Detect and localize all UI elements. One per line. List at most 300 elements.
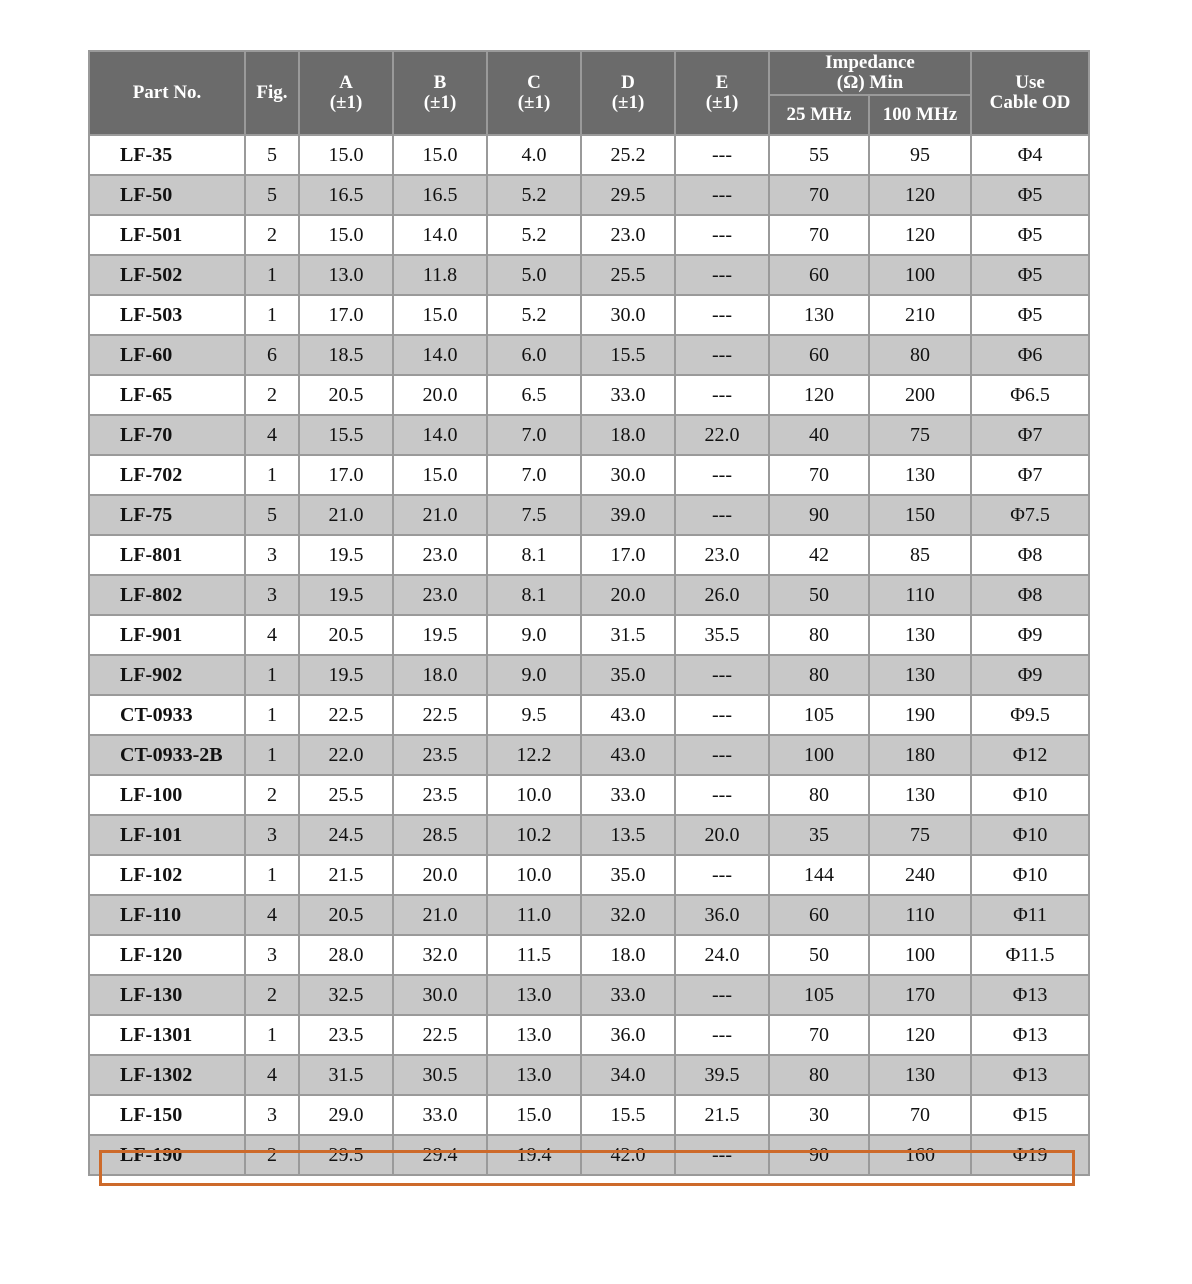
cell-b: 20.0 [393,855,487,895]
cell-fig: 3 [245,1095,299,1135]
cell-fig: 3 [245,935,299,975]
cell-c: 5.2 [487,215,581,255]
cell-impedance-100mhz: 110 [869,575,971,615]
cell-part-no: LF-100 [89,775,245,815]
cell-e: --- [675,1015,769,1055]
cell-b: 14.0 [393,215,487,255]
cell-b: 18.0 [393,655,487,695]
cell-part-no: LF-65 [89,375,245,415]
cell-a: 17.0 [299,455,393,495]
cell-d: 36.0 [581,1015,675,1055]
cell-b: 15.0 [393,455,487,495]
cell-b: 11.8 [393,255,487,295]
cell-fig: 1 [245,295,299,335]
cell-cable-od: Φ13 [971,975,1089,1015]
cell-impedance-25mhz: 70 [769,455,869,495]
cell-b: 21.0 [393,495,487,535]
cell-e: --- [675,335,769,375]
cell-part-no: CT-0933-2B [89,735,245,775]
cell-d: 34.0 [581,1055,675,1095]
cell-c: 11.5 [487,935,581,975]
cell-e: --- [675,455,769,495]
cell-impedance-100mhz: 150 [869,495,971,535]
cell-a: 25.5 [299,775,393,815]
table-row [89,695,1089,735]
cell-part-no: LF-70 [89,415,245,455]
table-row [89,615,1089,655]
cell-part-no: LF-120 [89,935,245,975]
cell-d: 35.0 [581,655,675,695]
cell-a: 20.5 [299,615,393,655]
cell-impedance-100mhz: 210 [869,295,971,335]
cell-b: 22.5 [393,695,487,735]
cell-d: 43.0 [581,695,675,735]
cell-cable-od: Φ7 [971,455,1089,495]
cell-impedance-100mhz: 240 [869,855,971,895]
table-row [89,175,1089,215]
cell-a: 19.5 [299,575,393,615]
cell-part-no: LF-110 [89,895,245,935]
cell-c: 12.2 [487,735,581,775]
table-row [89,495,1089,535]
cell-fig: 1 [245,1015,299,1055]
cell-c: 4.0 [487,135,581,175]
cell-b: 23.5 [393,775,487,815]
cell-part-no: LF-801 [89,535,245,575]
cell-d: 29.5 [581,175,675,215]
cell-cable-od: Φ7 [971,415,1089,455]
cell-part-no: LF-702 [89,455,245,495]
cell-e: --- [675,135,769,175]
header-part-no: Part No. [89,51,245,135]
cell-c: 8.1 [487,575,581,615]
cell-e: --- [675,255,769,295]
cell-a: 29.5 [299,1135,393,1175]
cell-impedance-100mhz: 75 [869,815,971,855]
cell-b: 16.5 [393,175,487,215]
cell-part-no: LF-502 [89,255,245,295]
cell-impedance-25mhz: 80 [769,655,869,695]
cell-d: 18.0 [581,935,675,975]
cell-impedance-25mhz: 70 [769,175,869,215]
cell-c: 7.0 [487,415,581,455]
cell-part-no: LF-150 [89,1095,245,1135]
cell-e: --- [675,695,769,735]
cell-part-no: CT-0933 [89,695,245,735]
cell-a: 21.0 [299,495,393,535]
cell-d: 18.0 [581,415,675,455]
cell-d: 32.0 [581,895,675,935]
cell-impedance-25mhz: 40 [769,415,869,455]
cell-e: 20.0 [675,815,769,855]
cell-c: 10.2 [487,815,581,855]
cell-part-no: LF-501 [89,215,245,255]
cell-fig: 1 [245,695,299,735]
header-a: A (±1) [299,51,393,135]
table-row [89,855,1089,895]
cell-impedance-100mhz: 80 [869,335,971,375]
cell-fig: 3 [245,575,299,615]
cell-fig: 2 [245,215,299,255]
header-impedance: Impedance (Ω) Min [769,51,971,95]
cell-cable-od: Φ5 [971,255,1089,295]
cell-fig: 1 [245,655,299,695]
table-row [89,735,1089,775]
cell-fig: 4 [245,615,299,655]
cell-d: 31.5 [581,615,675,655]
cell-a: 15.0 [299,135,393,175]
cell-impedance-25mhz: 80 [769,775,869,815]
cell-part-no: LF-60 [89,335,245,375]
cell-cable-od: Φ11 [971,895,1089,935]
cell-b: 22.5 [393,1015,487,1055]
cell-cable-od: Φ8 [971,575,1089,615]
table-row [89,215,1089,255]
ferrite-spec-table [88,50,1090,1176]
cell-impedance-100mhz: 130 [869,615,971,655]
cell-cable-od: Φ10 [971,855,1089,895]
cell-e: --- [675,175,769,215]
cell-e: --- [675,215,769,255]
cell-d: 33.0 [581,375,675,415]
cell-impedance-100mhz: 75 [869,415,971,455]
cell-cable-od: Φ15 [971,1095,1089,1135]
cell-impedance-100mhz: 100 [869,255,971,295]
cell-e: 23.0 [675,535,769,575]
cell-fig: 1 [245,735,299,775]
cell-e: --- [675,295,769,335]
cell-c: 5.2 [487,175,581,215]
cell-impedance-25mhz: 130 [769,295,869,335]
cell-fig: 1 [245,255,299,295]
cell-part-no: LF-190 [89,1135,245,1175]
spec-table-container [88,50,1088,1176]
cell-d: 13.5 [581,815,675,855]
cell-b: 19.5 [393,615,487,655]
table-row [89,455,1089,495]
header-b: B (±1) [393,51,487,135]
cell-a: 15.0 [299,215,393,255]
cell-e: 35.5 [675,615,769,655]
cell-e: --- [675,775,769,815]
cell-e: 26.0 [675,575,769,615]
cell-b: 20.0 [393,375,487,415]
cell-fig: 5 [245,135,299,175]
cell-b: 14.0 [393,415,487,455]
table-row [89,935,1089,975]
cell-c: 13.0 [487,1015,581,1055]
cell-fig: 2 [245,1135,299,1175]
table-row [89,575,1089,615]
cell-impedance-25mhz: 80 [769,615,869,655]
table-row [89,1055,1089,1095]
cell-impedance-100mhz: 160 [869,1135,971,1175]
cell-a: 19.5 [299,535,393,575]
cell-impedance-100mhz: 95 [869,135,971,175]
cell-e: 21.5 [675,1095,769,1135]
cell-fig: 1 [245,855,299,895]
cell-e: --- [675,655,769,695]
cell-cable-od: Φ12 [971,735,1089,775]
cell-impedance-25mhz: 80 [769,1055,869,1095]
cell-b: 15.0 [393,295,487,335]
cell-cable-od: Φ6 [971,335,1089,375]
table-row [89,775,1089,815]
cell-e: 22.0 [675,415,769,455]
table-row [89,295,1089,335]
cell-a: 16.5 [299,175,393,215]
table-row [89,815,1089,855]
cell-a: 22.5 [299,695,393,735]
table-row [89,135,1089,175]
cell-d: 33.0 [581,775,675,815]
cell-impedance-100mhz: 85 [869,535,971,575]
cell-impedance-25mhz: 60 [769,335,869,375]
cell-part-no: LF-902 [89,655,245,695]
cell-e: --- [675,735,769,775]
cell-fig: 2 [245,975,299,1015]
table-row [89,1015,1089,1055]
cell-a: 17.0 [299,295,393,335]
cell-b: 15.0 [393,135,487,175]
cell-a: 22.0 [299,735,393,775]
cell-impedance-25mhz: 30 [769,1095,869,1135]
cell-part-no: LF-503 [89,295,245,335]
cell-e: --- [675,1135,769,1175]
cell-cable-od: Φ19 [971,1135,1089,1175]
cell-d: 30.0 [581,455,675,495]
cell-impedance-25mhz: 90 [769,495,869,535]
cell-impedance-100mhz: 110 [869,895,971,935]
header-d: D (±1) [581,51,675,135]
cell-impedance-25mhz: 35 [769,815,869,855]
cell-cable-od: Φ7.5 [971,495,1089,535]
cell-a: 28.0 [299,935,393,975]
cell-c: 9.0 [487,615,581,655]
cell-part-no: LF-102 [89,855,245,895]
cell-cable-od: Φ8 [971,535,1089,575]
cell-impedance-25mhz: 105 [769,695,869,735]
cell-impedance-25mhz: 70 [769,215,869,255]
cell-c: 11.0 [487,895,581,935]
cell-part-no: LF-101 [89,815,245,855]
cell-c: 6.0 [487,335,581,375]
cell-cable-od: Φ10 [971,775,1089,815]
header-c: C (±1) [487,51,581,135]
cell-impedance-100mhz: 70 [869,1095,971,1135]
cell-cable-od: Φ9 [971,615,1089,655]
table-row [89,375,1089,415]
cell-part-no: LF-130 [89,975,245,1015]
cell-d: 20.0 [581,575,675,615]
cell-b: 23.0 [393,535,487,575]
cell-part-no: LF-35 [89,135,245,175]
cell-fig: 3 [245,815,299,855]
cell-impedance-100mhz: 170 [869,975,971,1015]
cell-a: 19.5 [299,655,393,695]
cell-impedance-25mhz: 144 [769,855,869,895]
cell-b: 28.5 [393,815,487,855]
cell-e: --- [675,975,769,1015]
cell-impedance-25mhz: 42 [769,535,869,575]
table-row [89,335,1089,375]
cell-cable-od: Φ5 [971,215,1089,255]
cell-part-no: LF-901 [89,615,245,655]
cell-d: 17.0 [581,535,675,575]
cell-c: 15.0 [487,1095,581,1135]
cell-d: 15.5 [581,335,675,375]
cell-fig: 6 [245,335,299,375]
table-header [89,51,1089,135]
cell-c: 5.0 [487,255,581,295]
cell-a: 21.5 [299,855,393,895]
cell-impedance-25mhz: 50 [769,935,869,975]
cell-c: 10.0 [487,775,581,815]
cell-c: 9.5 [487,695,581,735]
cell-c: 7.5 [487,495,581,535]
cell-impedance-100mhz: 100 [869,935,971,975]
cell-cable-od: Φ5 [971,295,1089,335]
table-row [89,1095,1089,1135]
cell-b: 21.0 [393,895,487,935]
cell-d: 35.0 [581,855,675,895]
cell-d: 42.0 [581,1135,675,1175]
cell-fig: 5 [245,495,299,535]
table-row [89,895,1089,935]
table-row [89,255,1089,295]
table-row [89,975,1089,1015]
cell-part-no: LF-50 [89,175,245,215]
header-25mhz: 25 MHz [769,95,869,135]
cell-a: 29.0 [299,1095,393,1135]
cell-e: 39.5 [675,1055,769,1095]
cell-impedance-25mhz: 120 [769,375,869,415]
cell-cable-od: Φ6.5 [971,375,1089,415]
cell-b: 30.0 [393,975,487,1015]
cell-fig: 5 [245,175,299,215]
cell-fig: 4 [245,895,299,935]
cell-c: 5.2 [487,295,581,335]
table-row [89,415,1089,455]
cell-b: 23.5 [393,735,487,775]
cell-fig: 2 [245,775,299,815]
cell-d: 30.0 [581,295,675,335]
cell-d: 23.0 [581,215,675,255]
cell-cable-od: Φ10 [971,815,1089,855]
cell-fig: 3 [245,535,299,575]
header-use-cable-od: Use Cable OD [971,51,1089,135]
header-e: E (±1) [675,51,769,135]
cell-impedance-100mhz: 190 [869,695,971,735]
cell-e: --- [675,375,769,415]
cell-b: 30.5 [393,1055,487,1095]
cell-c: 9.0 [487,655,581,695]
cell-impedance-25mhz: 60 [769,255,869,295]
cell-fig: 2 [245,375,299,415]
cell-impedance-100mhz: 120 [869,175,971,215]
cell-fig: 1 [245,455,299,495]
cell-impedance-25mhz: 90 [769,1135,869,1175]
cell-part-no: LF-1301 [89,1015,245,1055]
cell-cable-od: Φ13 [971,1015,1089,1055]
cell-c: 19.4 [487,1135,581,1175]
cell-impedance-100mhz: 120 [869,1015,971,1055]
cell-impedance-25mhz: 100 [769,735,869,775]
cell-a: 13.0 [299,255,393,295]
cell-a: 23.5 [299,1015,393,1055]
cell-impedance-100mhz: 180 [869,735,971,775]
cell-b: 29.4 [393,1135,487,1175]
cell-e: 36.0 [675,895,769,935]
cell-b: 14.0 [393,335,487,375]
cell-cable-od: Φ5 [971,175,1089,215]
cell-d: 43.0 [581,735,675,775]
cell-a: 20.5 [299,375,393,415]
cell-part-no: LF-1302 [89,1055,245,1095]
cell-cable-od: Φ9 [971,655,1089,695]
cell-a: 24.5 [299,815,393,855]
cell-c: 8.1 [487,535,581,575]
cell-impedance-100mhz: 130 [869,775,971,815]
cell-a: 32.5 [299,975,393,1015]
cell-d: 25.2 [581,135,675,175]
cell-e: --- [675,855,769,895]
cell-fig: 4 [245,415,299,455]
cell-b: 33.0 [393,1095,487,1135]
cell-part-no: LF-802 [89,575,245,615]
cell-d: 25.5 [581,255,675,295]
cell-impedance-25mhz: 70 [769,1015,869,1055]
cell-impedance-100mhz: 130 [869,455,971,495]
cell-e: 24.0 [675,935,769,975]
cell-c: 13.0 [487,975,581,1015]
cell-impedance-100mhz: 200 [869,375,971,415]
cell-b: 23.0 [393,575,487,615]
cell-c: 7.0 [487,455,581,495]
cell-impedance-25mhz: 60 [769,895,869,935]
cell-impedance-100mhz: 130 [869,1055,971,1095]
cell-b: 32.0 [393,935,487,975]
header-100mhz: 100 MHz [869,95,971,135]
cell-c: 13.0 [487,1055,581,1095]
cell-impedance-25mhz: 50 [769,575,869,615]
header-fig: Fig. [245,51,299,135]
table-row [89,655,1089,695]
cell-e: --- [675,495,769,535]
cell-cable-od: Φ9.5 [971,695,1089,735]
cell-impedance-100mhz: 130 [869,655,971,695]
cell-part-no: LF-75 [89,495,245,535]
cell-d: 39.0 [581,495,675,535]
cell-a: 20.5 [299,895,393,935]
table-body [89,135,1089,1175]
table-row [89,535,1089,575]
cell-fig: 4 [245,1055,299,1095]
cell-cable-od: Φ4 [971,135,1089,175]
cell-a: 18.5 [299,335,393,375]
cell-impedance-25mhz: 105 [769,975,869,1015]
cell-cable-od: Φ13 [971,1055,1089,1095]
cell-c: 6.5 [487,375,581,415]
cell-d: 15.5 [581,1095,675,1135]
cell-impedance-100mhz: 120 [869,215,971,255]
cell-c: 10.0 [487,855,581,895]
cell-impedance-25mhz: 55 [769,135,869,175]
table-row [89,1135,1089,1175]
cell-a: 15.5 [299,415,393,455]
cell-d: 33.0 [581,975,675,1015]
cell-a: 31.5 [299,1055,393,1095]
